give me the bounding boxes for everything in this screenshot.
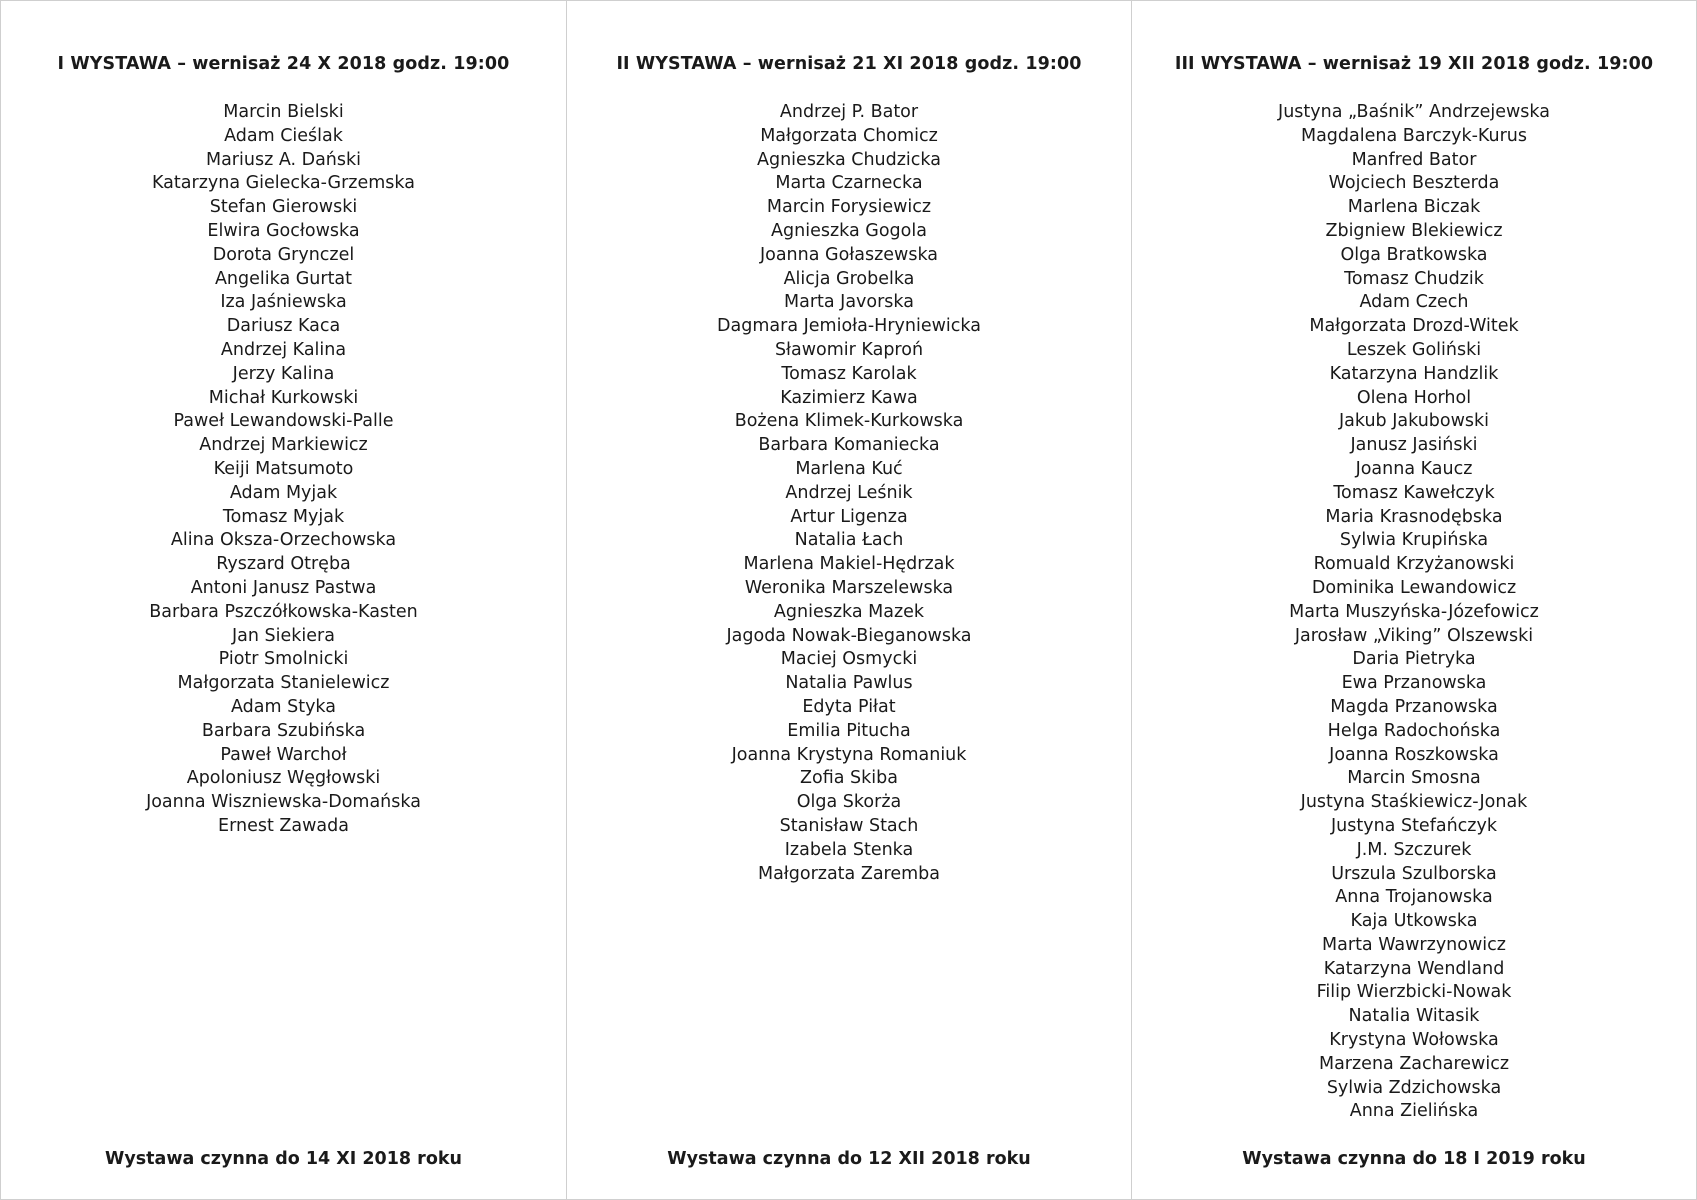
artist-name: Jagoda Nowak-Bieganowska [726,625,972,646]
artist-name: Marcin Forysiewicz [766,197,932,218]
artist-name: Bożena Klimek-Kurkowska [734,411,964,432]
artist-name: Magda Przanowska [1330,696,1498,717]
artist-name: Emilia Pitucha [787,720,911,741]
artist-name: Marta Wawrzynowicz [1322,934,1506,955]
exhibition-closing-date: Wystawa czynna do 12 XII 2018 roku [667,1149,1031,1169]
artist-name: Zofia Skiba [800,768,898,789]
artist-name: Katarzyna Gielecka-Grzemska [152,173,415,194]
artist-name: Manfred Bator [1351,149,1477,170]
exhibition-title: II WYSTAWA – wernisaż 21 XI 2018 godz. 19:00 [616,54,1082,74]
artist-name: Alicja Grobelka [783,268,915,289]
artist-name: Paweł Warchoł [220,744,347,765]
artist-name: Leszek Goliński [1346,339,1482,360]
artist-name: Agnieszka Chudzicka [757,149,941,170]
artist-name: Romuald Krzyżanowski [1313,554,1515,575]
artist-name: Kaja Utkowska [1350,911,1478,932]
artist-name: Edyta Piłat [802,696,896,717]
artist-name: Adam Cieślak [224,125,343,146]
artist-name: Helga Radochońska [1327,720,1501,741]
artist-name: Iza Jaśniewska [220,292,347,313]
artist-name: Andrzej Leśnik [785,482,913,503]
artist-name: Elwira Gocłowska [207,220,360,241]
artist-name: Joanna Roszkowska [1329,744,1499,765]
exhibition-panel-3 [1131,1,1696,1199]
artist-name: Anna Trojanowska [1335,887,1493,908]
artist-name: Sławomir Kaproń [774,339,924,360]
artist-name: Apoloniusz Węgłowski [186,768,381,789]
artist-name: Kazimierz Kawa [780,387,918,408]
artist-name: J.M. Szczurek [1356,839,1472,860]
artist-name: Marta Javorska [784,292,914,313]
artist-name: Justyna Staśkiewicz-Jonak [1300,792,1528,813]
artist-name: Agnieszka Gogola [771,220,927,241]
artist-name: Dorota Grynczel [212,244,355,265]
exhibition-title: III WYSTAWA – wernisaż 19 XII 2018 godz. 19:00 [1174,54,1654,74]
artist-name: Jarosław „Viking” Olszewski [1294,625,1534,646]
artist-name: Magdalena Barczyk-Kurus [1300,125,1528,146]
artist-name: Adam Myjak [229,482,338,503]
artist-list [1,101,566,839]
artist-name: Anna Zielińska [1349,1101,1479,1122]
artist-name: Tomasz Myjak [222,506,345,527]
artist-name: Maria Krasnodębska [1325,506,1503,527]
artist-name: Jan Siekiera [232,625,335,646]
artist-name: Marta Czarnecka [775,173,923,194]
artist-name: Natalia Witasik [1348,1006,1480,1027]
artist-name: Maciej Osmycki [780,649,918,670]
artist-name: Natalia Pawlus [785,673,913,694]
artist-name: Andrzej P. Bator [779,102,919,122]
artist-name: Krystyna Wołowska [1329,1030,1499,1051]
artist-name: Małgorzata Stanielewicz [177,673,390,694]
artist-name: Sylwia Krupińska [1339,530,1489,551]
artist-name: Michał Kurkowski [208,387,359,408]
artist-name: Ryszard Otręba [216,554,351,575]
artist-name: Tomasz Karolak [781,363,917,384]
artist-name: Marlena Kuć [795,458,903,479]
artist-name: Andrzej Markiewicz [199,435,368,456]
artist-name: Antoni Janusz Pastwa [190,577,377,598]
artist-name: Natalia Łach [794,530,904,551]
artist-name: Ernest Zawada [218,815,349,836]
artist-name: Weronika Marszelewska [744,577,954,598]
exhibition-closing-date: Wystawa czynna do 14 XI 2018 roku [105,1149,462,1169]
artist-name: Marcin Bielski [223,102,344,122]
artist-name: Marta Muszyńska-Józefowicz [1289,601,1539,622]
artist-name: Joanna Krystyna Romaniuk [731,744,967,765]
artist-name: Filip Wierzbicki-Nowak [1316,982,1512,1003]
artist-name: Tomasz Kawełczyk [1333,482,1495,503]
artist-name: Marcin Smosna [1347,768,1481,789]
artist-name: Jakub Jakubowski [1338,411,1490,432]
artist-name: Olga Skorża [796,792,902,813]
exhibition-title: I WYSTAWA – wernisaż 24 X 2018 godz. 19:00 [57,54,510,74]
artist-name: Barbara Szubińska [201,720,366,741]
artist-name: Stefan Gierowski [209,197,358,218]
artist-name: Mariusz A. Dański [205,149,362,170]
artist-name: Jerzy Kalina [232,363,335,384]
artist-name: Wojciech Beszterda [1328,173,1500,194]
artist-name: Justyna Stefańczyk [1331,815,1497,836]
artist-name: Stanisław Stach [779,815,919,836]
artist-name: Joanna Kaucz [1355,458,1473,479]
artist-name: Małgorzata Zaremba [757,863,941,884]
exhibition-panel-2 [566,1,1131,1199]
exhibition-panel-1 [1,1,566,1199]
artist-name: Joanna Gołaszewska [759,244,939,265]
artist-name: Keiji Matsumoto [213,458,354,479]
artist-name: Angelika Gurtat [214,268,353,289]
artist-name: Justyna „Baśnik” Andrzejewska [1278,102,1550,122]
artist-name: Dariusz Kaca [226,316,341,337]
artist-name: Andrzej Kalina [220,339,347,360]
artist-name: Barbara Komaniecka [758,435,940,456]
artist-name: Marlena Biczak [1347,197,1481,218]
artist-name: Marlena Makiel-Hędrzak [743,554,955,575]
artist-name: Janusz Jasiński [1350,435,1478,456]
artist-name: Adam Czech [1359,292,1469,313]
artist-name: Tomasz Chudzik [1344,268,1484,289]
artist-name: Dagmara Jemioła-Hryniewicka [717,316,981,337]
exhibition-closing-date: Wystawa czynna do 18 I 2019 roku [1242,1149,1586,1169]
artist-name: Katarzyna Wendland [1323,958,1505,979]
artist-name: Agnieszka Mazek [773,601,925,622]
artist-name: Urszula Szulborska [1331,863,1497,884]
artist-name: Zbigniew Blekiewicz [1325,220,1503,241]
artist-name: Olena Horhol [1356,387,1472,408]
artist-name: Dominika Lewandowicz [1311,577,1517,598]
artist-name: Małgorzata Drozd-Witek [1309,316,1519,337]
artist-name: Ewa Przanowska [1341,673,1487,694]
artist-list [1132,101,1696,1124]
artist-name: Katarzyna Handzlik [1329,363,1499,384]
artist-name: Sylwia Zdzichowska [1326,1077,1502,1098]
artist-name: Joanna Wiszniewska-Domańska [146,792,421,813]
artist-name: Alina Oksza-Orzechowska [170,530,397,551]
artist-name: Piotr Smolnicki [218,649,349,670]
artist-name: Izabela Stenka [784,839,914,860]
artist-name: Paweł Lewandowski-Palle [173,411,394,432]
artist-name: Adam Styka [231,696,336,717]
artist-name: Barbara Pszczółkowska-Kasten [149,601,418,622]
artist-name: Olga Bratkowska [1340,244,1488,265]
artist-name: Daria Pietryka [1352,649,1476,670]
artist-name: Marzena Zacharewicz [1318,1053,1510,1074]
artist-name: Małgorzata Chomicz [760,125,938,146]
artist-list [567,101,1131,886]
artist-name: Artur Ligenza [790,506,908,527]
